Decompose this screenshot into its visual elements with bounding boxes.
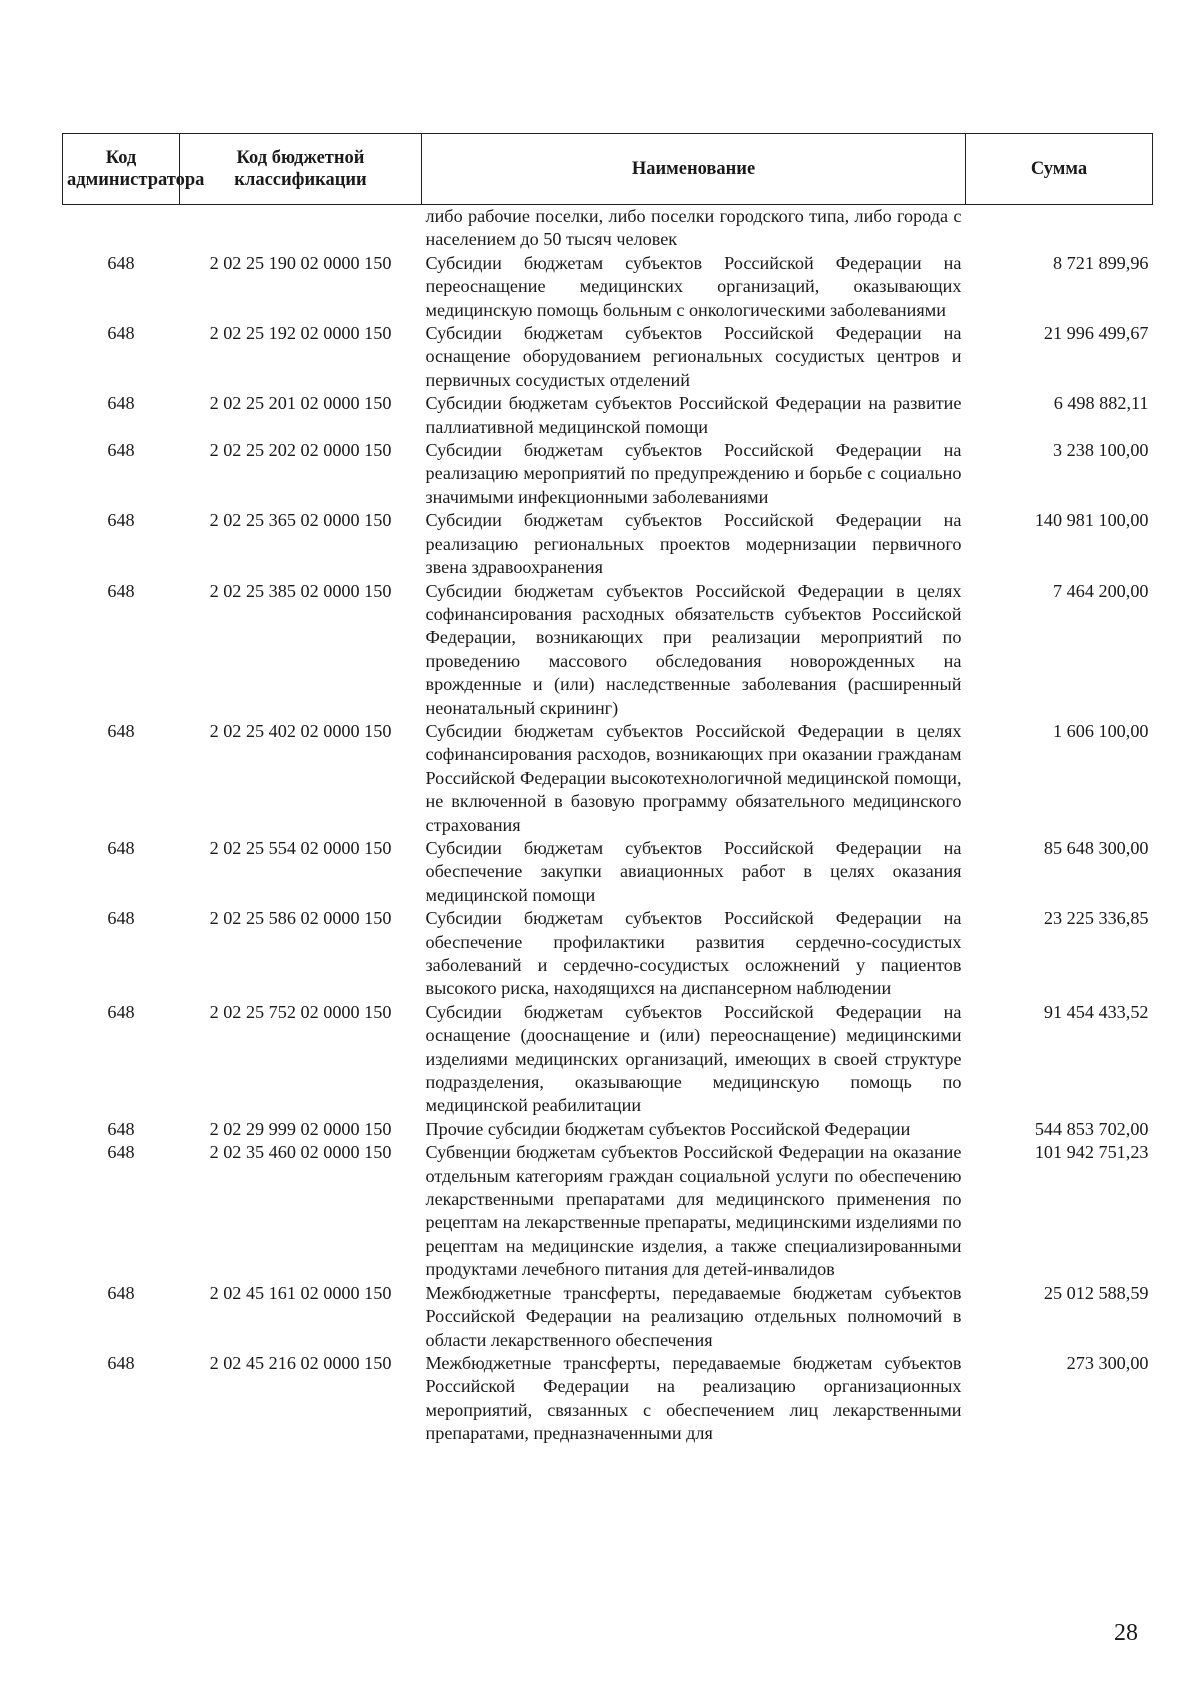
header-sum: Сумма (966, 134, 1153, 205)
table-row (63, 322, 1153, 392)
header-budget-code: Код бюджетной классификации (180, 134, 422, 205)
budget-code-cell: 2 02 25 201 02 0000 150 (209, 393, 392, 414)
sum-cell: 6 498 882,11 (1053, 393, 1149, 414)
continuation-text: либо рабочие поселки, либо поселки городского типа, либо города с населением до 50 тысяч человек (425, 206, 962, 250)
budget-code-cell: 2 02 25 554 02 0000 150 (209, 837, 392, 858)
name-cell: Межбюджетные трансферты, передаваемые бюджетам субъектов Российской Федерации на реализацию организационных мероприятий, связанных с обеспечением лиц лекарственными препаратами, предназначенными для (425, 1352, 962, 1444)
sum-cell: 23 225 336,85 (1043, 908, 1149, 929)
table-row (63, 392, 1153, 439)
table-row (63, 720, 1153, 837)
sum-cell: 1 606 100,00 (1053, 720, 1149, 741)
name-cell: Субсидии бюджетам субъектов Российской Федерации на переоснащение медицинских организаций, оказывающих медицинскую помощь больным с онкологическими заболеваниями (425, 252, 962, 320)
budget-code-cell: 2 02 29 999 02 0000 150 (209, 1118, 392, 1139)
name-cell: Прочие субсидии бюджетам субъектов Российской Федерации (425, 1118, 911, 1139)
name-cell: Субсидии бюджетам субъектов Российской Федерации на оснащение (дооснащение и (или) переоснащение) медицинскими изделиями медицинских организаций, имеющих в своей структуре подразделения, оказывающие медицинскую помощь по медицинской реабилитации (425, 1001, 962, 1116)
budget-table (62, 133, 1153, 1446)
admin-code-cell: 648 (107, 393, 135, 414)
name-cell: Субсидии бюджетам субъектов Российской Федерации в целях софинансирования расходов, возникающих при оказании гражданам Российской Федерации высокотехнологичной медицинской помощи, не включенной в базовую программу обязательного медицинского страхования (425, 720, 962, 835)
admin-code-cell: 648 (107, 908, 135, 929)
table-row (63, 1282, 1153, 1352)
sum-cell: 544 853 702,00 (1034, 1118, 1149, 1139)
table-row (63, 1352, 1153, 1446)
table-row (63, 580, 1153, 720)
admin-code-cell: 648 (107, 837, 135, 858)
continuation-row (63, 205, 1153, 252)
sum-cell: 101 942 751,23 (1034, 1142, 1149, 1163)
admin-code-cell: 648 (107, 510, 135, 531)
admin-code-cell: 648 (107, 720, 135, 741)
sum-cell: 8 721 899,96 (1053, 252, 1149, 273)
budget-code-cell: 2 02 25 752 02 0000 150 (209, 1001, 392, 1022)
admin-code-cell: 648 (107, 1142, 135, 1163)
table-header (63, 134, 1153, 205)
budget-code-cell: 2 02 35 460 02 0000 150 (209, 1142, 392, 1163)
name-cell: Субсидии бюджетам субъектов Российской Федерации в целях софинансирования расходных обязательств субъектов Российской Федерации, возникающих при реализации мероприятий по проведению массового обследования новорожденных на врожденные и (или) наследственные заболевания (расширенный неонатальный скрининг) (425, 580, 962, 718)
name-cell: Субсидии бюджетам субъектов Российской Федерации на реализацию региональных проектов модернизации первичного звена здравоохранения (425, 510, 962, 578)
table-row (63, 252, 1153, 322)
budget-code-cell: 2 02 25 192 02 0000 150 (209, 323, 392, 344)
sum-cell: 85 648 300,00 (1043, 837, 1149, 858)
budget-code-cell: 2 02 25 385 02 0000 150 (209, 580, 392, 601)
table-row (63, 439, 1153, 509)
name-cell: Субвенции бюджетам субъектов Российской Федерации на оказание отдельным категориям граждан социальной услуги по обеспечению лекарственными препаратами для медицинского применения по рецептам на лекарственные препараты, медицинскими изделиями по рецептам на медицинские изделия, а также специализированными продуктами лечебного питания для детей-инвалидов (425, 1142, 962, 1280)
admin-code-cell: 648 (107, 580, 135, 601)
sum-cell: 3 238 100,00 (1053, 440, 1149, 461)
admin-code-cell: 648 (107, 1352, 135, 1373)
sum-cell: 7 464 200,00 (1053, 580, 1149, 601)
budget-code-cell: 2 02 45 216 02 0000 150 (209, 1352, 392, 1373)
budget-code-cell: 2 02 25 586 02 0000 150 (209, 908, 392, 929)
table-row (63, 1001, 1153, 1118)
budget-code-cell: 2 02 25 402 02 0000 150 (209, 720, 392, 741)
sum-cell: 91 454 433,52 (1043, 1001, 1149, 1022)
table-row (63, 907, 1153, 1001)
admin-code-cell: 648 (107, 1001, 135, 1022)
admin-code-cell: 648 (107, 1118, 135, 1139)
sum-cell: 21 996 499,67 (1043, 323, 1149, 344)
budget-code-cell: 2 02 25 365 02 0000 150 (209, 510, 392, 531)
name-cell: Субсидии бюджетам субъектов Российской Федерации на оснащение оборудованием региональных сосудистых центров и первичных сосудистых отделений (425, 323, 962, 390)
budget-code-cell: 2 02 45 161 02 0000 150 (209, 1282, 392, 1303)
page-number: 28 (1114, 1620, 1138, 1646)
admin-code-cell: 648 (107, 1282, 135, 1303)
table-row (63, 509, 1153, 579)
header-admin-code: Код администратора (63, 134, 180, 205)
table-body (63, 205, 1153, 1446)
table-row (63, 1118, 1153, 1141)
name-cell: Межбюджетные трансферты, передаваемые бюджетам субъектов Российской Федерации на реализацию отдельных полномочий в области лекарственного обеспечения (425, 1282, 962, 1350)
header-name: Наименование (422, 134, 966, 205)
budget-code-cell: 2 02 25 202 02 0000 150 (209, 440, 392, 461)
admin-code-cell: 648 (107, 323, 135, 344)
name-cell: Субсидии бюджетам субъектов Российской Федерации на обеспечение профилактики развития сердечно-сосудистых заболеваний и сердечно-сосудистых осложнений у пациентов высокого риска, находящихся на диспансерном наблюдении (425, 908, 962, 999)
budget-code-cell: 2 02 25 190 02 0000 150 (209, 252, 392, 273)
sum-cell: 273 300,00 (1066, 1352, 1149, 1373)
admin-code-cell: 648 (107, 252, 135, 273)
sum-cell: 140 981 100,00 (1034, 510, 1149, 531)
table-row (63, 837, 1153, 907)
admin-code-cell: 648 (107, 440, 135, 461)
name-cell: Субсидии бюджетам субъектов Российской Федерации на развитие паллиативной медицинской помощи (425, 393, 962, 437)
name-cell: Субсидии бюджетам субъектов Российской Федерации на реализацию мероприятий по предупреждению и борьбе с социально значимыми инфекционными заболеваниями (425, 440, 962, 507)
sum-cell: 25 012 588,59 (1043, 1282, 1149, 1303)
name-cell: Субсидии бюджетам субъектов Российской Федерации на обеспечение закупки авиационных работ в целях оказания медицинской помощи (425, 837, 962, 905)
table-row (63, 1141, 1153, 1281)
